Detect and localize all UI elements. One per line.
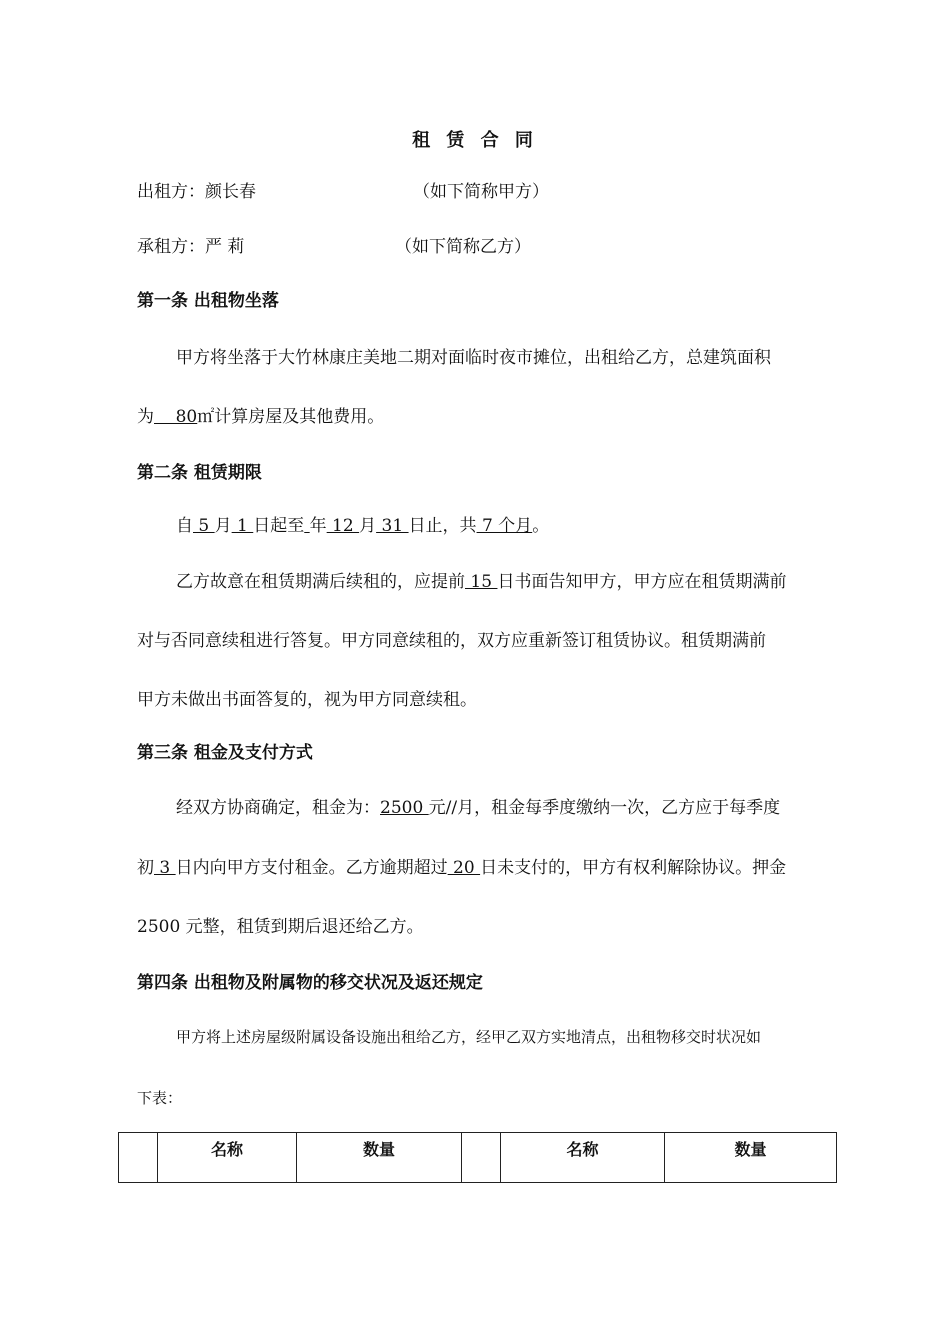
table-header-qty-1: 数量: [297, 1133, 462, 1183]
text-segment: 日起至: [253, 516, 305, 536]
text-segment: 月，租金每季度缴纳一次，乙方应于每季度: [457, 798, 781, 818]
article-2-heading: 第二条 租赁期限: [137, 463, 262, 483]
duration-value: 7 个月: [476, 516, 533, 536]
start-day-value: 1: [231, 516, 254, 536]
text-segment: 初: [137, 858, 154, 878]
renewal-line-3: 甲方未做出书面答复的，视为甲方同意续租。: [137, 690, 477, 710]
handover-line-1: 甲方将上述房屋级附属设备设施出租给乙方，经甲乙双方实地清点，出租物移交时状况如: [176, 1028, 762, 1046]
text-segment: 日止，共: [408, 516, 477, 536]
lessor-label: 出租方：颜长春: [137, 182, 256, 202]
text-segment: 。: [532, 516, 550, 536]
text-segment: 月: [214, 516, 232, 536]
text-segment: 日内向甲方支付租金。乙方逾期超过: [175, 858, 448, 878]
text-segment: 日书面告知甲方，甲方应在租赁期满前: [497, 572, 787, 592]
text-segment: 月: [359, 516, 377, 536]
text-segment: /: [451, 798, 458, 818]
table-header-name-1: 名称: [158, 1133, 297, 1183]
rent-line-2: [137, 857, 786, 879]
table-cell-index-1: [119, 1133, 158, 1183]
handover-items-table: [118, 1132, 837, 1183]
area-value: 80: [154, 407, 198, 427]
lessor-line: [137, 181, 549, 203]
text-segment: ㎡计算房屋及其他费用。: [197, 407, 385, 427]
text-segment: 日未支付的，甲方有权利解除协议。押金: [480, 858, 787, 878]
table-header-name-2: 名称: [501, 1133, 665, 1183]
renewal-line-1: [176, 571, 786, 593]
text-segment: 经双方协商确定，租金为：: [176, 798, 380, 818]
table-header-qty-2: 数量: [665, 1133, 837, 1183]
handover-line-2: 下表：: [137, 1089, 183, 1107]
lessor-note: （如下简称甲方）: [413, 182, 549, 202]
table-cell-index-2: [462, 1133, 501, 1183]
lease-term-line: [176, 515, 549, 537]
article-1-heading: 第一条 出租物坐落: [137, 291, 279, 311]
overdue-days-value: 20: [447, 858, 481, 878]
document-title: 租 赁 合 同: [412, 130, 538, 151]
text-segment: 乙方故意在租赁期满后续租的，应提前: [176, 572, 465, 592]
article-3-heading: 第三条 租金及支付方式: [137, 743, 313, 763]
article-1-para-line-1: 甲方将坐落于大竹林康庄美地二期对面临时夜市摊位，出租给乙方，总建筑面积: [176, 348, 771, 368]
rent-amount-value: 2500: [380, 798, 429, 818]
table-row: [119, 1133, 837, 1183]
deposit-line: 2500 元整，租赁到期后退还给乙方。: [137, 917, 424, 937]
notice-days-value: 15: [465, 572, 498, 592]
lessee-note: （如下简称乙方）: [395, 237, 531, 257]
renewal-line-2: 对与否同意续租进行答复。甲方同意续租的，双方应重新签订租赁协议。租赁期满前: [137, 631, 766, 651]
payment-days-value: 3: [154, 858, 176, 878]
text-segment: 为: [137, 407, 154, 427]
start-month-value: 5: [193, 516, 215, 536]
lessee-label: 承租方：严 莉: [137, 237, 245, 257]
text-segment: 元/: [428, 798, 452, 818]
article-4-heading: 第四条 出租物及附属物的移交状况及返还规定: [137, 973, 483, 993]
end-day-value: 31: [376, 516, 409, 536]
text-segment: 年: [309, 516, 327, 536]
end-month-value: 12: [326, 516, 360, 536]
text-segment: 自: [176, 516, 193, 536]
lessee-line: [137, 236, 531, 258]
rent-line-1: [176, 797, 780, 819]
article-1-para-line-2: [137, 406, 384, 428]
